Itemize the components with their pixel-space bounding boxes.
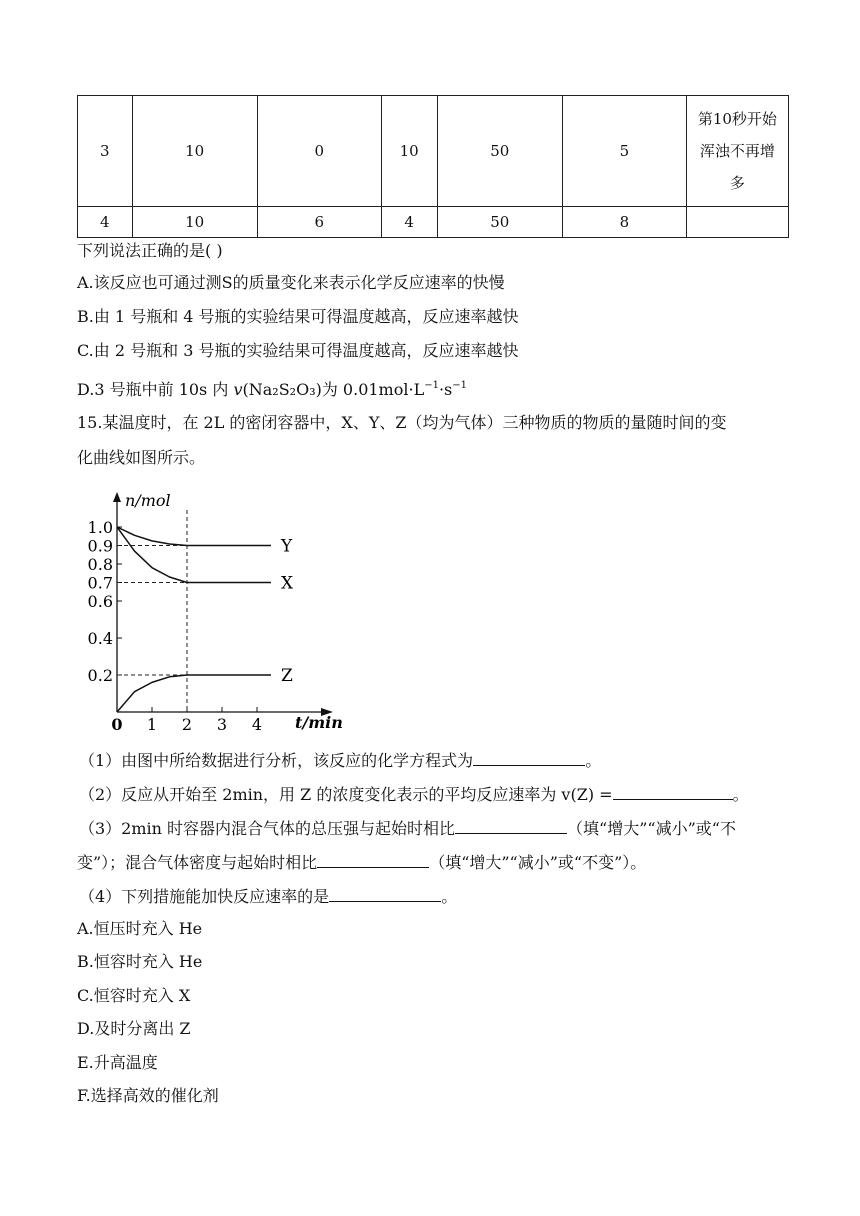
table-row [78,207,789,238]
part4-text: （4）下列措施能加快反应速率的是 [79,887,330,906]
option-d-prefix: D.3 号瓶中前 10s 内 [77,380,234,399]
table-cell: 8 [562,207,686,238]
x-tick-label: 3 [216,715,228,733]
table-cell: 10 [132,96,257,207]
note-line: 第10秒开始 [697,110,777,128]
y-tick-label: 0.7 [87,573,113,593]
option-d-formula: (Na₂S₂O₃) [242,380,322,399]
q15-part3b [77,851,646,874]
option-f: F.选择高效的催化剂 [77,1086,219,1105]
option-d-v: v [233,380,243,399]
option-d [77,375,467,401]
part1-text: （1）由图中所给数据进行分析，该反应的化学方程式为 [79,751,474,770]
table-cell: 6 [257,207,381,238]
table-note-cell [686,96,788,207]
y-tick-label: 0.6 [87,592,113,611]
series-label-y: Y [281,536,293,557]
question-stem: 下列说法正确的是( ) [77,241,223,260]
part3-end: （填“增大”“减小”或“不 [567,819,736,838]
part1-end: 。 [585,751,602,770]
y-tick-label: 0.9 [87,536,113,556]
y-axis-arrow [113,492,121,502]
answer-blank[interactable] [317,851,429,868]
y-tick-label: 1.0 [87,518,113,537]
option-a: A.恒压时充入 He [77,919,203,938]
part2-text: （2）反应从开始至 2min，用 Z 的浓度变化表示的平均反应速率为 v(Z) = [79,785,613,804]
answer-blank[interactable] [473,749,585,766]
table-cell: 10 [132,207,257,238]
experiment-table [77,95,789,238]
y-axis-label: n/mol [125,491,171,510]
series-line-z [117,675,271,712]
note-line: 浑浊不再增 [699,142,775,160]
table-cell: 10 [381,96,437,207]
x-tick-label: 1 [146,715,158,733]
option-a: A.该反应也可通过测S的质量变化来表示化学反应速率的快慢 [77,273,505,292]
option-b: B.恒容时充入 He [77,952,203,971]
option-d-mid: ·s [438,380,453,399]
table-cell: 4 [381,207,437,238]
option-b: B.由 1 号瓶和 4 号瓶的实验结果可得温度越高，反应速率越快 [77,307,519,326]
option-e: E.升高温度 [77,1053,158,1072]
q15-part3a [79,817,736,840]
series-line-x [117,527,271,583]
q15-stem-line1: 15.某温度时，在 2L 的密闭容器中，X、Y、Z（均为气体）三种物质的物质的量随时间的变 [77,413,727,432]
part3b-end: （填“增大”“减小”或“不变”）。 [429,853,647,872]
table-note-cell [686,207,788,238]
option-c: C.由 2 号瓶和 3 号瓶的实验结果可得温度越高，反应速率越快 [77,341,519,360]
answer-blank[interactable] [329,885,441,902]
x-tick-label: 0 [111,715,123,733]
part4-end: 。 [441,887,458,906]
table-cell: 50 [437,207,562,238]
series-line-y [117,527,271,546]
option-d-exp: −1 [452,380,467,391]
table-cell: 5 [562,96,686,207]
part3b-text: 变”）；混合气体密度与起始时相比 [77,853,318,872]
option-d: D.及时分离出 Z [77,1019,191,1038]
table-cell: 0 [257,96,381,207]
x-tick-label: 4 [251,715,263,733]
answer-blank[interactable] [455,817,567,834]
q15-stem-line2: 化曲线如图所示。 [77,448,206,467]
q15-part1 [79,749,601,772]
table-row [78,96,789,207]
y-tick-label: 0.4 [87,629,113,648]
y-tick-label: 0.2 [87,666,113,685]
option-d-exp: −1 [424,380,439,391]
table-cell: 4 [78,207,133,238]
option-d-value: 为 0.01mol·L [321,380,425,399]
mole-time-chart [85,488,345,733]
q15-part2 [79,783,749,806]
series-label-z: Z [281,666,293,686]
part3-text: （3）2min 时容器内混合气体的总压强与起始时相比 [79,819,456,838]
x-tick-label: 2 [181,715,193,733]
note-line: 多 [729,174,745,192]
table-cell: 50 [437,96,562,207]
x-axis-label: t/min [295,713,343,732]
y-tick-label: 0.8 [87,555,113,574]
part2-end: 。 [732,785,749,804]
q15-part4 [79,885,457,908]
option-c: C.恒容时充入 X [77,986,191,1005]
table-cell: 3 [78,96,133,207]
answer-blank[interactable] [613,783,733,800]
series-label-x: X [281,573,294,594]
